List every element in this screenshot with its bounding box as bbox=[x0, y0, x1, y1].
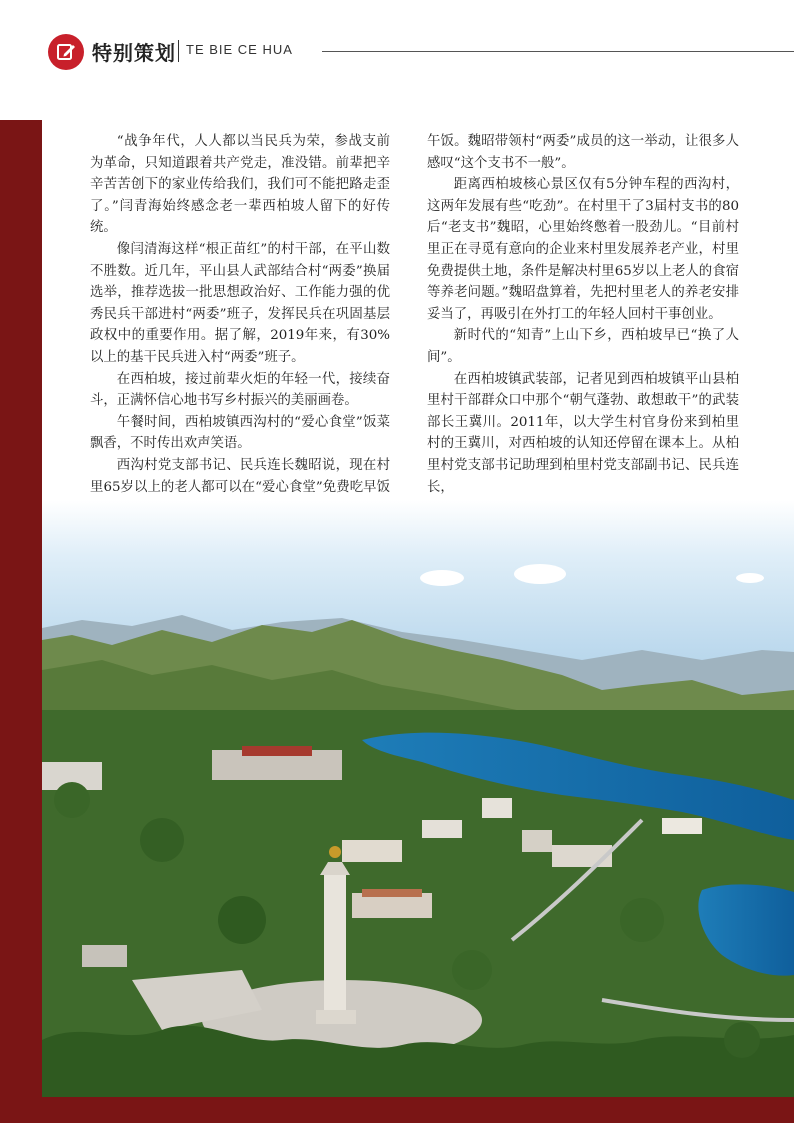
header-separator bbox=[178, 40, 179, 62]
paragraph: 距离西柏坡核心景区仅有5分钟车程的西沟村，这两年发展有些“吃劲”。在村里干了3届村支书的80后“老支书”魏昭，心里始终憋着一股劲儿。“目前村里正在寻觅有意向的企业来村里发展养老产业，村里免费提供土地，条件是解决村里65岁以上老人的食宿等养老问题。”魏昭盘算着，先把村里老人的养老安排妥当了，再吸引在外打工的年轻人回村干事创业。 bbox=[427, 177, 739, 322]
article-right-column bbox=[427, 131, 739, 498]
section-title: 特别策划 bbox=[92, 41, 176, 65]
bottom-decoration-bar bbox=[0, 1097, 794, 1123]
edit-icon bbox=[55, 41, 77, 63]
paragraph: 午饭。魏昭带领村“两委”成员的这一举动，让很多人感叹“这个支书不一般”。 bbox=[427, 134, 739, 171]
article-left-column bbox=[90, 131, 390, 520]
paragraph: 新时代的“知青”上山下乡，西柏坡早已“换了人间”。 bbox=[427, 328, 739, 365]
paragraph: 在西柏坡，接过前辈火炬的年轻一代，接续奋斗，正满怀信心地书写乡村振兴的美丽画卷。 bbox=[90, 371, 390, 409]
paragraph: 午餐时间，西柏坡镇西沟村的“爱心食堂”饭菜飘香，不时传出欢声笑语。 bbox=[90, 414, 390, 452]
side-decoration-bar bbox=[0, 120, 42, 1123]
page-header bbox=[0, 0, 794, 110]
paragraph: 在西柏坡镇武装部，记者见到西柏坡镇平山县柏里村干部群众口中那个“朝气蓬勃、敢想敢干”的武装部长王冀川。2011年，以大学生村官身份来到柏里村的王冀川，对西柏坡的认知还停留在课本上。从柏里村党支部书记助理到柏里村党支部副书记、民兵连长， bbox=[427, 371, 739, 495]
header-rule bbox=[322, 51, 794, 52]
paragraph: 像闫清海这样“根正苗红”的村干部，在平山数不胜数。近几年，平山县人武部结合村“两委”换届选举，推荐选拔一批思想政治好、工作能力强的优秀民兵干部进村“两委”班子，发挥民兵在巩固基层政权中的重要作用。据了解，2019年来，有30%以上的基干民兵进入村“两委”班子。 bbox=[90, 241, 390, 365]
aerial-landscape-photo bbox=[42, 500, 794, 1097]
section-subtitle: TE BIE CE HUA bbox=[186, 42, 293, 57]
paragraph: 西沟村党支部书记、民兵连长魏昭说，现在村里65岁以上的老人都可以在“爱心食堂”免费吃早饭 bbox=[90, 457, 390, 495]
paragraph: “战争年代，人人都以当民兵为荣，参战支前为革命，只知道跟着共产党走，准没错。前辈把辛辛苦苦创下的家业传给我们，我们可不能把路走歪了。”闫青海始终感念老一辈西柏坡人留下的好传统。 bbox=[90, 134, 390, 236]
section-logo bbox=[48, 34, 84, 70]
